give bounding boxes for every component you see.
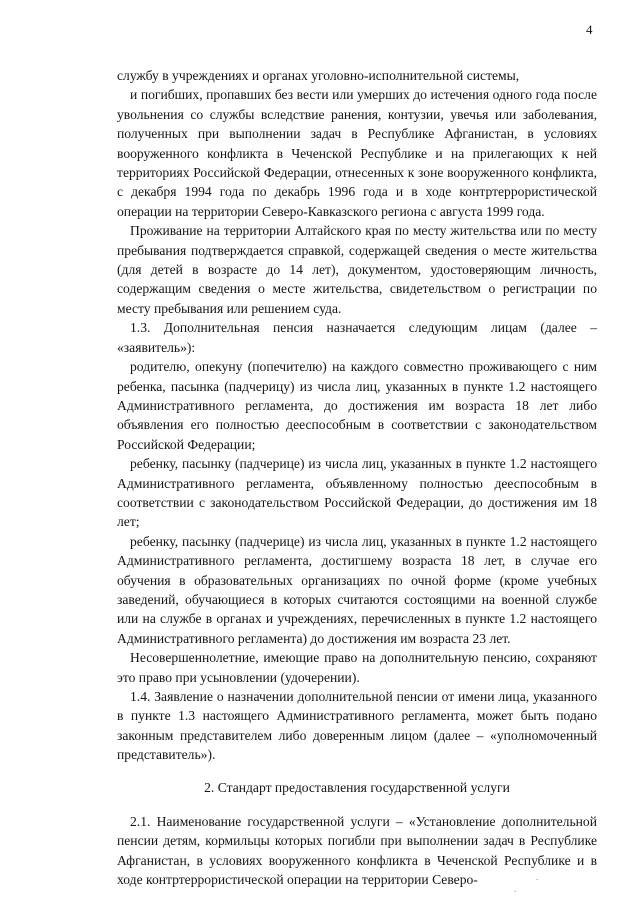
paragraph: ребенку, пасынку (падчерице) из числа лиц, указанных в пункте 1.2 настоящего Административного регламента, объявленному полностью дееспособным в соответствии с законодательством Российской Федерации, до достижения им 18 лет; — [117, 456, 597, 530]
scan-mark: . — [514, 884, 517, 894]
paragraph: Проживание на территории Алтайского края по месту жительства или по месту пребывания подтверждается справкой, содержащей сведения о месте жительства (для детей в возрасте до 14 лет), документом, удостоверяющим личность, содержащим сведения о месте жительства, свидетельством о регистрации по месту пребывания или решением суда. — [117, 223, 597, 316]
paragraph: родителю, опекуну (попечителю) на каждого совместно проживающего с ним ребенка, пасынка (падчерицу) из числа лиц, указанных в пункте 1.2 настоящего Административного регламента, до достижения им возраста 18 лет либо объявления его полностью дееспособным в соответствии с законодательством Российской Федерации; — [117, 359, 597, 452]
paragraph: 1.4. Заявление о назначении дополнительной пенсии от имени лица, указанного в пункте 1.3 настоящего Административного регламента, может быть подано законным представителем либо доверенным лицом (далее – «уполномоченный представитель»). — [117, 689, 597, 763]
paragraph: 1.3. Дополнительная пенсия назначается следующим лицам (далее – «заявитель»): — [117, 320, 597, 355]
paragraph: и погибших, пропавших без вести или умерших до истечения одного года после увольнения со службы вследствие ранения, контузии, увечья или заболевания, полученных при выполнении задач в Республике Афганистан, в условиях вооруженного конфликта в Чеченской Республике и на прилегающих к ней территориях Российской Федерации, отнесенных к зоне вооруженного конфликта, с декабря 1994 года по декабрь 1996 года и в ходе контртеррористической операции на территории Северо-Кавказского региона с августа 1999 года. — [117, 87, 597, 219]
paragraph: ребенку, пасынку (падчерице) из числа лиц, указанных в пункте 1.2 настоящего Административного регламента, достигшему возраста 18 лет, в случае его обучения в образовательных организациях по очной форме (кроме учебных заведений, обучающиеся в которых считаются состоящими на военной службе или на службе в органах и учреждениях, перечисленных в пункте 1.2 настоящего Административного регламента) до достижения им возраста 23 лет. — [117, 533, 597, 646]
paragraph: Несовершеннолетние, имеющие право на дополнительную пенсию, сохраняют это право при усыновлении (удочерении). — [117, 650, 597, 685]
paragraph: службу в учреждениях и органах уголовно-исполнительной системы, — [117, 68, 520, 83]
document-body — [117, 66, 597, 890]
section-heading: 2. Стандарт предоставления государственной услуги — [204, 779, 510, 795]
paragraph: 2.1. Наименование государственной услуги – «Установление дополнительной пенсии детям, кормильцы которых погибли при выполнении задач в Республике Афганистан, в условиях вооруженного конфликта в Чеченской Республике и в ходе контртеррористической операции на территории Северо- — [117, 814, 597, 888]
page-number: 4 — [586, 22, 593, 37]
scan-mark: . — [536, 872, 539, 882]
